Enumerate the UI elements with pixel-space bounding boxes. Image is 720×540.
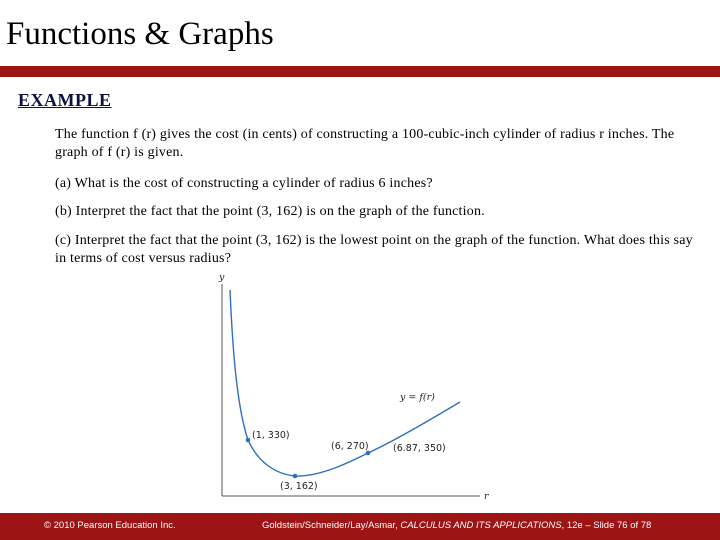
problem-intro: The function f (r) gives the cost (in cents) of constructing a 100-cubic-inch cylinder of radius r inches. The graph of f (r) is given. (55, 127, 675, 160)
point-3-162 (293, 474, 298, 479)
footer-citation-title: CALCULUS AND ITS APPLICATIONS (400, 520, 562, 531)
footer-citation-suffix: , 12e – Slide 76 of 78 (561, 520, 652, 531)
point-label-6-270: (6, 270) (331, 441, 369, 452)
problem-part-a: (a) What is the cost of constructing a cylinder of radius 6 inches? (55, 176, 433, 191)
slide-title: Functions & Graphs (6, 16, 274, 52)
point-1-330 (246, 438, 251, 443)
cost-graph (0, 270, 720, 510)
point-label-687-350: (6.87, 350) (393, 443, 446, 454)
x-axis-label: r (484, 491, 489, 502)
curve-label: y = f(r) (400, 392, 435, 403)
title-divider-bar (0, 66, 720, 77)
y-axis-label: y (219, 272, 225, 283)
footer-copyright: © 2010 Pearson Education Inc. (44, 520, 176, 531)
problem-part-c: (c) Interpret the fact that the point (3, 162) is the lowest point on the graph of the function. What does this say in terms of cost versus radius? (55, 233, 693, 266)
point-label-1-330: (1, 330) (252, 430, 290, 441)
point-label-3-162: (3, 162) (280, 481, 318, 492)
footer-citation-prefix: Goldstein/Schneider/Lay/Asmar, (262, 520, 401, 531)
problem-part-b: (b) Interpret the fact that the point (3, 162) is on the graph of the function. (55, 204, 485, 219)
footer-citation (262, 520, 651, 531)
example-heading: EXAMPLE (18, 90, 112, 110)
